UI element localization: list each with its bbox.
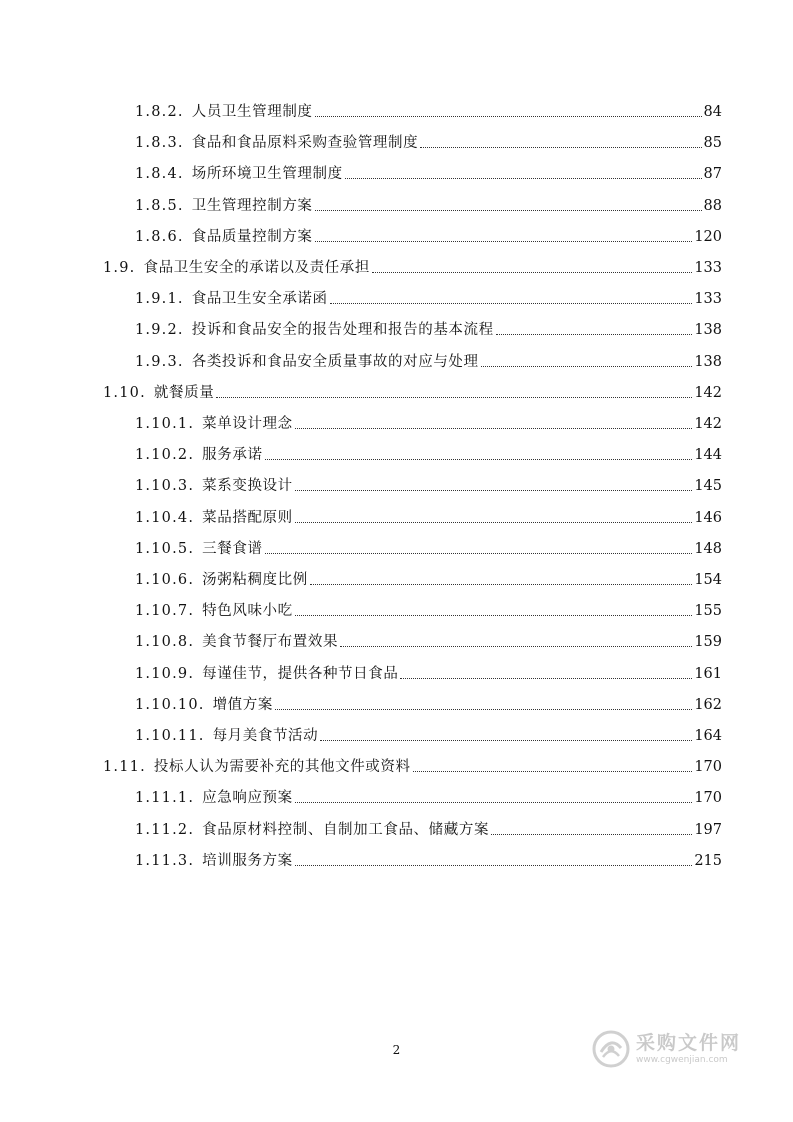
toc-entry[interactable] (135, 501, 722, 527)
toc-dot-leader (496, 334, 693, 335)
watermark-name: 采购文件网 (636, 1032, 742, 1054)
toc-entry[interactable] (135, 126, 722, 152)
toc-entry-title: 投标人认为需要补充的其他文件或资料 (153, 759, 411, 776)
toc-entry-number: 1.10.3. (135, 478, 195, 495)
toc-dot-leader (315, 116, 702, 117)
toc-entry-number: 1.10. (103, 384, 146, 401)
toc-entry[interactable] (135, 781, 722, 807)
toc-entry-number: 1.8.4. (135, 166, 184, 183)
toc-entry-number: 1.10.8. (135, 634, 195, 651)
toc-entry[interactable] (135, 688, 722, 714)
toc-entry-number: 1.9.1. (135, 291, 184, 308)
watermark (592, 1027, 752, 1071)
toc-entry-page: 170 (694, 790, 722, 807)
toc-entry[interactable] (135, 407, 722, 433)
toc-entry[interactable] (103, 376, 722, 402)
toc-entry[interactable] (135, 625, 722, 651)
toc-entry[interactable] (135, 469, 722, 495)
toc-entry[interactable] (135, 282, 722, 308)
toc-entry-page: 142 (694, 416, 722, 432)
toc-entry[interactable] (135, 719, 722, 745)
toc-entry-page: 138 (694, 353, 722, 370)
toc-entry-number: 1.11.1. (135, 790, 195, 807)
toc-entry-title: 食品卫生安全的承诺以及责任承担 (143, 260, 370, 276)
toc-entry-title: 菜品搭配原则 (202, 509, 293, 526)
toc-entry-title: 菜系变换设计 (202, 478, 293, 495)
toc-dot-leader (265, 459, 693, 460)
toc-dot-leader (295, 428, 693, 429)
toc-entry-page: 161 (694, 665, 722, 682)
toc-entry-title: 美食节餐厅布置效果 (202, 634, 339, 651)
toc-entry-page: 162 (694, 696, 722, 713)
toc-entry[interactable] (103, 251, 722, 277)
toc-dot-leader (481, 366, 693, 367)
toc-entry-title: 就餐质量 (153, 384, 215, 401)
toc-entry-page: 148 (694, 540, 722, 557)
toc-entry-title: 特色风味小吃 (202, 603, 293, 620)
toc-entry-number: 1.8.3. (135, 135, 184, 152)
toc-entry-page: 170 (694, 759, 722, 776)
watermark-logo-icon (592, 1030, 630, 1068)
toc-dot-leader (400, 678, 692, 679)
toc-entry-number: 1.8.5. (135, 197, 184, 214)
toc-dot-leader (295, 865, 693, 866)
toc-entry-number: 1.10.2. (135, 447, 195, 464)
toc-entry[interactable] (135, 189, 722, 215)
toc-dot-leader (330, 303, 693, 304)
toc-dot-leader (216, 397, 692, 398)
toc-entry-page: 197 (694, 821, 722, 838)
toc-entry[interactable] (135, 594, 722, 620)
toc-dot-leader (315, 241, 693, 242)
toc-entry-title: 增值方案 (212, 696, 273, 713)
toc-entry-page: 133 (694, 291, 722, 308)
toc-entry-page: 159 (694, 634, 722, 651)
toc-entry-number: 1.8.6. (135, 228, 184, 245)
toc-entry-page: 142 (694, 384, 722, 401)
toc-entry[interactable] (135, 844, 722, 870)
toc-entry-number: 1.11.3. (135, 852, 195, 869)
toc-entry-title: 菜单设计理念 (202, 416, 293, 432)
toc-entry-number: 1.10.4. (135, 509, 195, 526)
toc-entry-page: 144 (694, 447, 722, 464)
toc-dot-leader (372, 272, 692, 273)
toc-entry-title: 每月美食节活动 (212, 728, 319, 744)
toc-dot-leader (265, 553, 693, 554)
toc-entry-title: 卫生管理控制方案 (191, 197, 313, 214)
toc-entry-number: 1.9.2. (135, 322, 184, 339)
toc-dot-leader (320, 740, 692, 741)
toc-dot-leader (315, 210, 702, 211)
toc-entry-number: 1.10.11. (135, 728, 205, 744)
toc-entry-title: 人员卫生管理制度 (191, 104, 313, 120)
toc-entry[interactable] (135, 95, 722, 121)
toc-entry-number: 1.10.5. (135, 540, 195, 557)
toc-dot-leader (420, 147, 701, 148)
toc-entry[interactable] (135, 438, 722, 464)
toc-entry-page: 164 (694, 728, 722, 744)
toc-dot-leader (295, 490, 693, 491)
toc-entry-page: 88 (703, 197, 722, 214)
toc-entry-title: 汤粥粘稠度比例 (202, 572, 308, 588)
toc-dot-leader (295, 615, 693, 616)
toc-entry-number: 1.10.7. (135, 603, 195, 620)
toc-entry[interactable] (135, 313, 722, 339)
toc-entry-page: 155 (694, 603, 722, 620)
toc-dot-leader (413, 771, 693, 772)
toc-entry-page: 138 (694, 322, 722, 339)
toc-entry-page: 145 (694, 478, 722, 495)
toc-entry-title: 食品和食品原料采购查验管理制度 (191, 135, 419, 152)
toc-entry[interactable] (135, 657, 722, 683)
toc-entry-page: 85 (703, 135, 722, 152)
toc-entry[interactable] (135, 220, 722, 246)
toc-entry[interactable] (135, 345, 722, 371)
toc-entry-title: 各类投诉和食品安全质量事故的对应与处理 (191, 353, 479, 370)
toc-entry-number: 1.11.2. (135, 821, 195, 838)
toc-entry[interactable] (135, 532, 722, 558)
toc-entry-title: 食品卫生安全承诺函 (191, 291, 328, 308)
toc-dot-leader (275, 709, 692, 710)
toc-entry-number: 1.9. (103, 260, 136, 276)
toc-entry-number: 1.11. (103, 759, 146, 776)
toc-entry-page: 133 (694, 260, 722, 276)
toc-entry-title: 食品质量控制方案 (191, 228, 313, 245)
toc-entry-number: 1.10.1. (135, 416, 195, 432)
toc-entry[interactable] (135, 813, 722, 839)
toc-entry-title: 场所环境卫生管理制度 (191, 166, 343, 183)
toc-entry-page: 215 (694, 852, 722, 869)
toc-entry-title: 培训服务方案 (202, 852, 293, 869)
toc-entry-number: 1.10.9. (135, 665, 195, 682)
toc-entry-number: 1.9.3. (135, 353, 184, 370)
toc-dot-leader (345, 178, 702, 179)
toc-entry-title: 食品原材料控制、自制加工食品、储藏方案 (202, 821, 490, 838)
toc-entry[interactable] (135, 563, 722, 589)
toc-entry-title: 三餐食谱 (202, 540, 263, 557)
toc-entry-title: 每谨佳节，提供各种节日食品 (202, 665, 399, 682)
toc-entry-number: 1.8.2. (135, 104, 184, 120)
toc-entry-title: 应急响应预案 (202, 790, 293, 807)
toc-entry[interactable] (135, 157, 722, 183)
toc-entry-page: 84 (703, 104, 722, 120)
toc-entry-title: 投诉和食品安全的报告处理和报告的基本流程 (191, 322, 494, 339)
toc-entry-page: 154 (694, 572, 722, 588)
toc-dot-leader (295, 522, 693, 523)
toc-entry-title: 服务承诺 (202, 447, 263, 464)
toc-dot-leader (340, 646, 692, 647)
watermark-url: www.cgwenjian.com (636, 1055, 728, 1065)
toc-entry-page: 146 (694, 509, 722, 526)
toc-entry-page: 87 (703, 166, 722, 183)
toc-dot-leader (310, 584, 692, 585)
toc-entry-number: 1.10.10. (135, 696, 205, 713)
toc-entry-number: 1.10.6. (135, 572, 195, 588)
toc-dot-leader (295, 802, 693, 803)
page-number: 2 (392, 1043, 401, 1057)
toc-entry-page: 120 (694, 228, 722, 245)
toc-dot-leader (491, 834, 692, 835)
toc-entry[interactable] (103, 750, 722, 776)
